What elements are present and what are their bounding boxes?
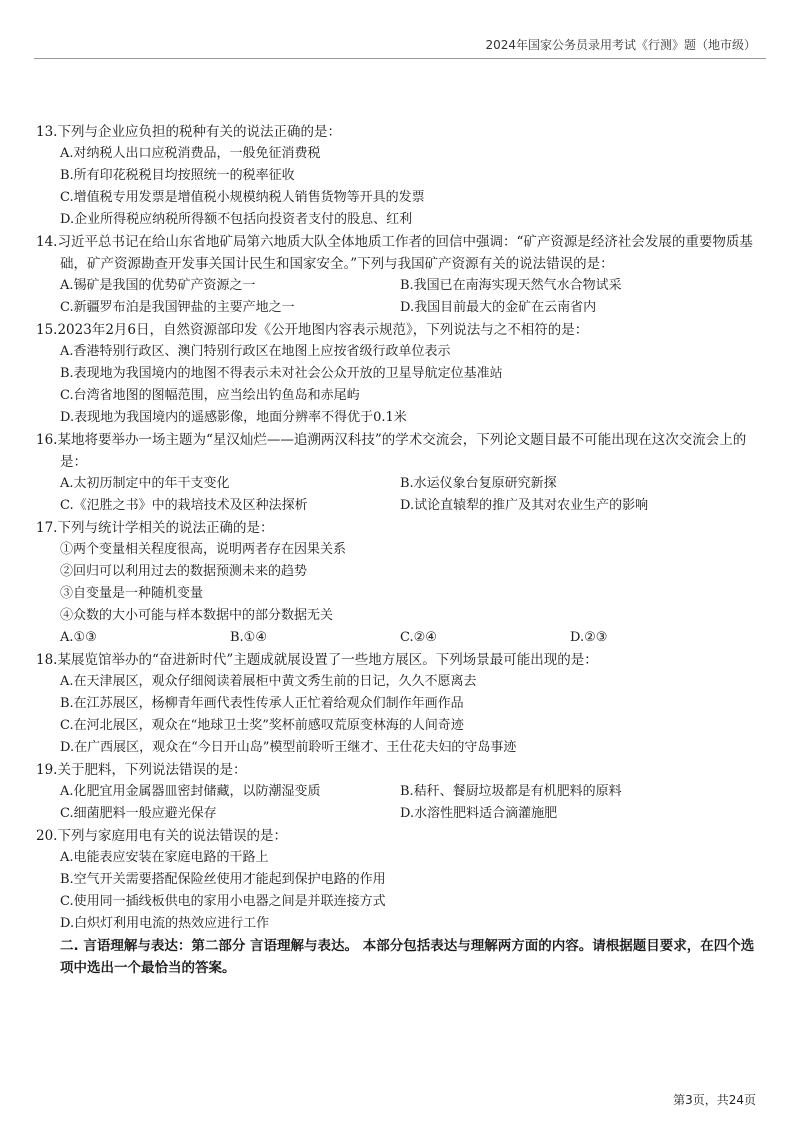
question-stem: 15.2023年2月6日，自然资源部印发《公开地图内容表示规范》，下列说法与之不相符的是： <box>36 322 589 338</box>
question-17 <box>36 517 766 649</box>
option-a: A.香港特别行政区、澳门特别行政区在地图上应按省级行政单位表示 <box>60 344 451 359</box>
question-stem: 20.下列与家庭用电有关的说法错误的是： <box>36 828 287 844</box>
header-divider <box>34 58 766 59</box>
option-a: A.太初历制定中的年干支变化 <box>60 476 230 491</box>
option-b: B.空气开关需要搭配保险丝使用才能起到保护电路的作用 <box>60 872 386 887</box>
option-c: C.增值税专用发票是增值税小规模纳税人销售货物等开具的发票 <box>60 190 425 205</box>
option-d: D.在广西展区，观众在“今日开山岛”模型前聆听王继才、王仕花夫妇的守岛事迹 <box>60 740 517 755</box>
option-b: B.我国已在南海实现天然气水合物试采 <box>400 278 622 293</box>
option-c: C.细菌肥料一般应避光保存 <box>60 806 217 821</box>
question-stem: 17.下列与统计学相关的说法正确的是： <box>36 520 274 536</box>
option-d: D.我国目前最大的金矿在云南省内 <box>400 300 597 315</box>
option-a: A.电能表应安装在家庭电路的干路上 <box>60 850 269 865</box>
question-20 <box>36 825 766 935</box>
statement-4: ④众数的大小可能与样本数据中的部分数据无关 <box>60 608 334 623</box>
option-row <box>36 803 766 825</box>
question-15 <box>36 319 766 429</box>
question-stem: 14.习近平总书记在给山东省地矿局第六地质大队全体地质工作者的回信中强调：“矿产资源是经济社会发展的重要物质基础，矿产资源勘查开发事关国计民生和国家安全。”下列与我国矿产资源有关的说法错误的是： <box>36 234 753 272</box>
statement-3: ③自变量是一种随机变量 <box>60 586 204 601</box>
option-row <box>36 781 766 803</box>
option-c: C.台湾省地图的图幅范围，应当绘出钓鱼岛和赤尾屿 <box>60 388 360 403</box>
option-d: D.②③ <box>570 630 608 645</box>
option-d: D.表现地为我国境内的遥感影像，地面分辨率不得优于0.1米 <box>60 410 407 425</box>
option-d: D.企业所得税应纳税所得额不包括向投资者支付的股息、红利 <box>60 212 413 227</box>
statement-2: ②回归可以利用过去的数据预测未来的趋势 <box>60 564 308 579</box>
option-c: C.②④ <box>400 630 437 645</box>
option-c: C.新疆罗布泊是我国钾盐的主要产地之一 <box>60 300 295 315</box>
page-number: 第3页，共24页 <box>673 1093 756 1107</box>
option-c: C.使用同一插线板供电的家用小电器之间是并联连接方式 <box>60 894 386 909</box>
option-c: C.在河北展区，观众在“地球卫士奖”奖杯前感叹荒原变林海的人间奇迹 <box>60 718 464 733</box>
option-a: A.化肥宜用金属器皿密封储藏，以防潮湿变质 <box>60 784 321 799</box>
option-b: B.水运仪象台复原研究新探 <box>400 476 557 491</box>
option-row <box>36 275 766 297</box>
question-stem: 13.下列与企业应负担的税种有关的说法正确的是： <box>36 124 341 140</box>
question-stem: 18.某展览馆举办的“奋进新时代”主题成就展设置了一些地方展区。下列场景最可能出现的是： <box>36 652 598 668</box>
page-header: 2024年国家公务员录用考试《行测》题（地市级） <box>485 38 756 52</box>
option-b: B.在江苏展区，杨柳青年画代表性传承人正忙着给观众们制作年画作品 <box>60 696 464 711</box>
option-b: B.所有印花税税目均按照统一的税率征收 <box>60 168 295 183</box>
option-b: B.表现地为我国境内的地图不得表示未对社会公众开放的卫星导航定位基准站 <box>60 366 503 381</box>
option-a: A.对纳税人出口应税消费品，一般免征消费税 <box>60 146 321 161</box>
question-18 <box>36 649 766 759</box>
section-heading: 二. 言语理解与表达：第二部分 言语理解与表达。 本部分包括表达与理解两方面的内容。请根据题目要求，在四个选项中选出一个最恰当的答案。 <box>60 938 755 976</box>
option-d: D.试论直辕犁的推广及其对农业生产的影响 <box>400 498 649 513</box>
option-b: B.秸秆、餐厨垃圾都是有机肥料的原料 <box>400 784 622 799</box>
question-stem: 16.某地将要举办一场主题为“星汉灿烂——追溯两汉科技”的学术交流会，下列论文题目最不可能出现在这次交流会上的是： <box>36 432 747 470</box>
question-13 <box>36 121 766 231</box>
statement-1: ①两个变量相关程度很高，说明两者存在因果关系 <box>60 542 347 557</box>
option-d: D.白炽灯利用电流的热效应进行工作 <box>60 916 270 931</box>
option-b: B.①④ <box>230 630 267 645</box>
question-stem: 19.关于肥料，下列说法错误的是： <box>36 762 247 778</box>
option-row <box>36 495 766 517</box>
option-row <box>36 627 766 649</box>
option-row <box>36 473 766 495</box>
option-a: A.在天津展区，观众仔细阅读着展柜中黄文秀生前的日记，久久不愿离去 <box>60 674 477 689</box>
option-d: D.水溶性肥料适合滴灌施肥 <box>400 806 558 821</box>
option-row <box>36 297 766 319</box>
option-c: C.《氾胜之书》中的栽培技术及区种法探析 <box>60 498 308 513</box>
option-a: A.①③ <box>60 630 97 645</box>
option-a: A.锡矿是我国的优势矿产资源之一 <box>60 278 256 293</box>
page-content <box>36 121 766 979</box>
question-19 <box>36 759 766 825</box>
question-14 <box>36 231 766 319</box>
question-16 <box>36 429 766 517</box>
